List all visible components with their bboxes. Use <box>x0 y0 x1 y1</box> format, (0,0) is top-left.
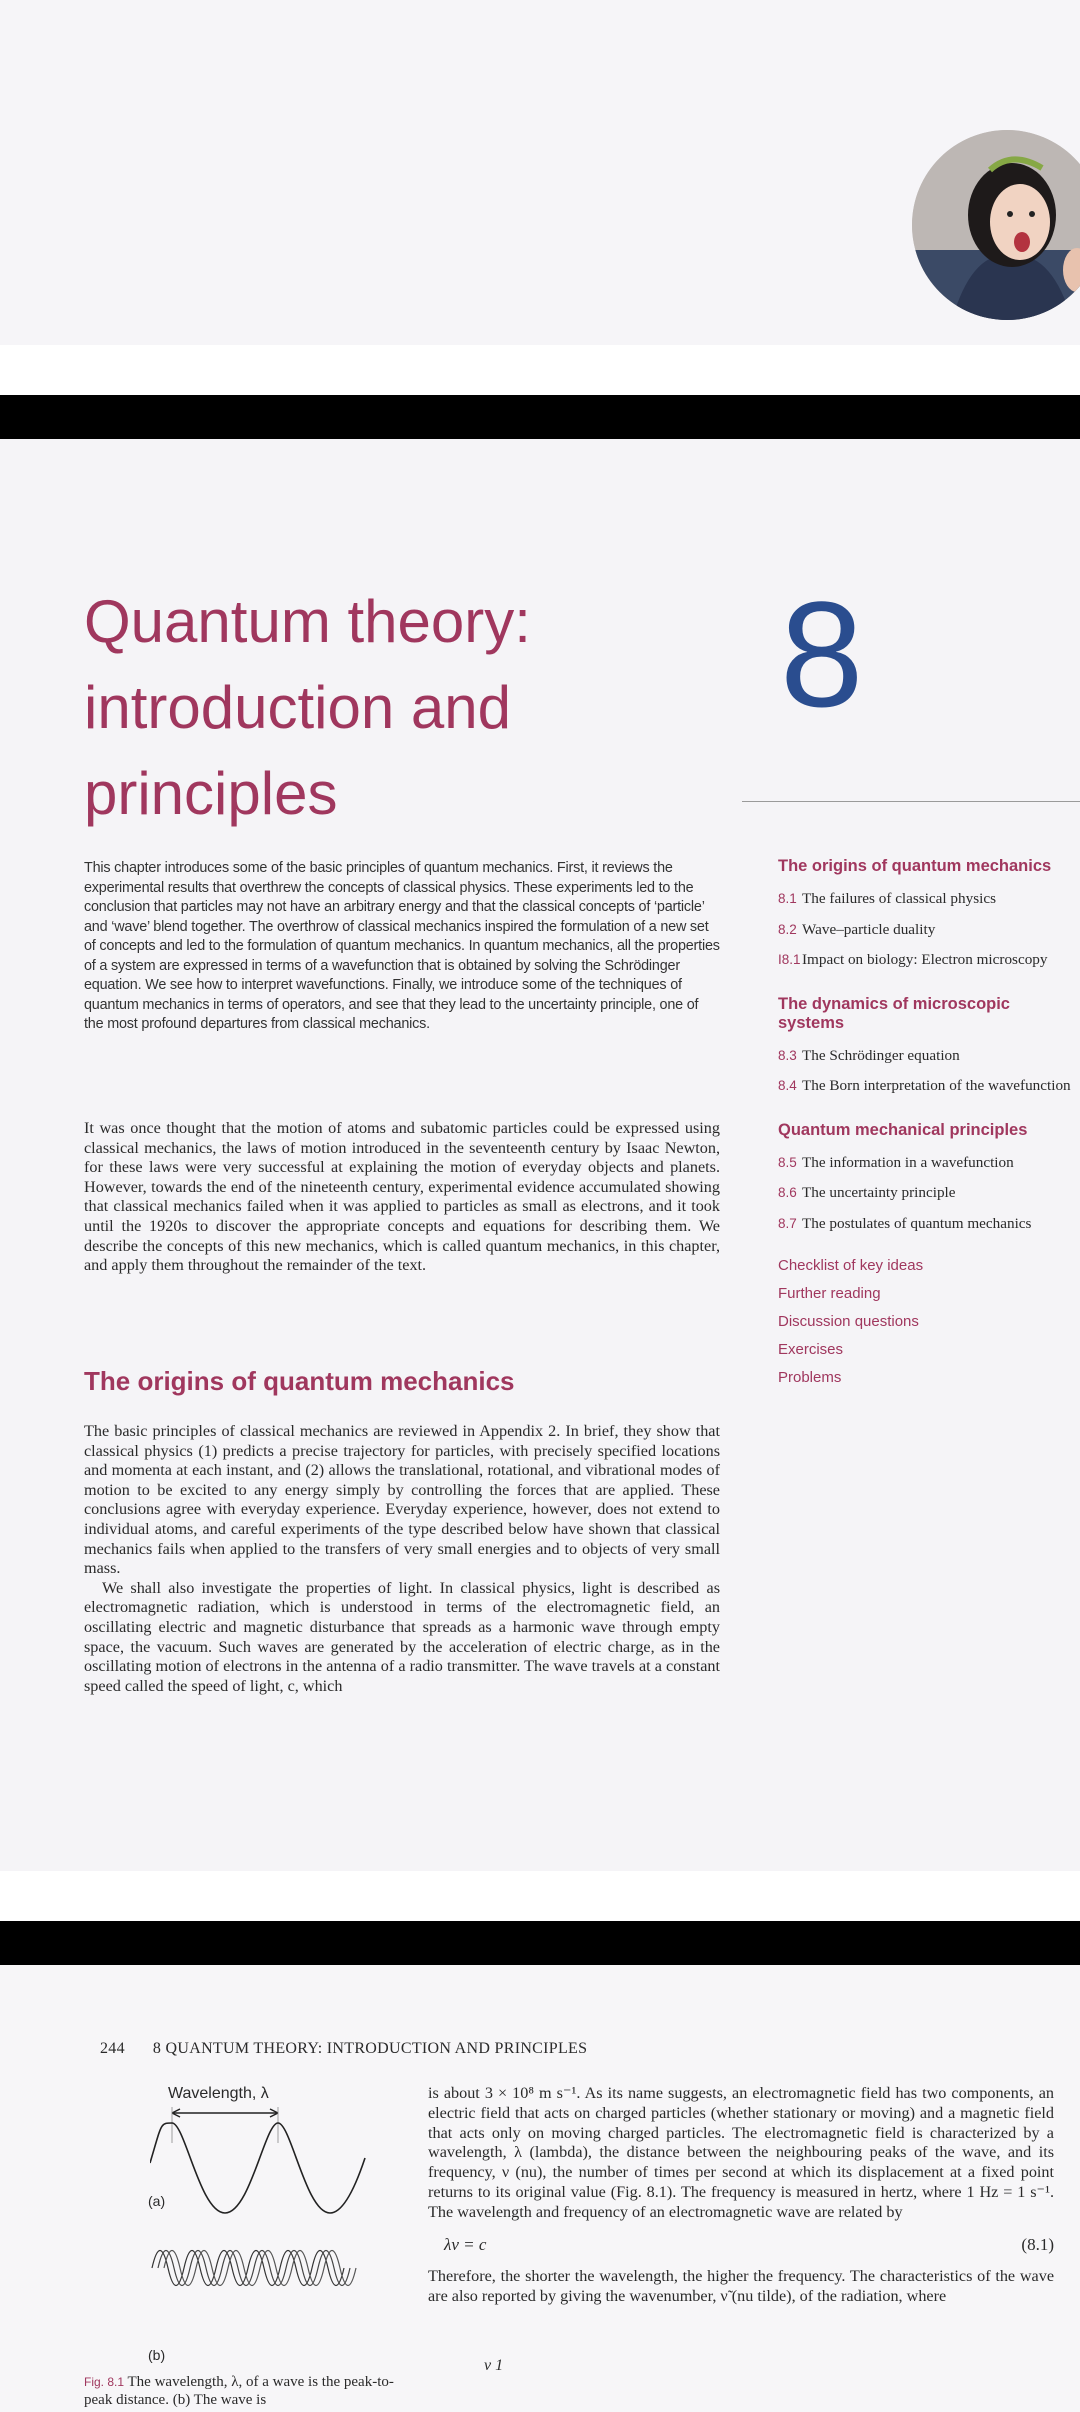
page-divider-bar <box>0 1921 1080 1965</box>
figure-caption <box>84 2373 404 2409</box>
toc-item-number: 8.1 <box>778 891 797 906</box>
partial-equation: ν 1 <box>484 2357 504 2374</box>
toc-extra-item[interactable]: Discussion questions <box>778 1313 919 1330</box>
figure-caption-text: The wavelength, λ, of a wave is the peak-to-peak distance. (b) The wave is <box>84 2374 394 2408</box>
figure-wave-diagram <box>150 2103 370 2343</box>
toc-item-label: Impact on biology: Electron microscopy <box>802 951 1048 968</box>
divider-rule <box>742 801 1080 802</box>
equation-text: λν = c <box>444 2235 487 2254</box>
spacer <box>0 1871 1080 1921</box>
toc-item-number: 8.2 <box>778 921 797 937</box>
toc-item-number: 8.5 <box>778 1154 797 1170</box>
toc-item-label: The information in a wavefunction <box>802 1153 1014 1171</box>
figure-wavelength-label: Wavelength, λ <box>168 2085 269 2102</box>
section-body <box>84 1422 720 1696</box>
chapter-number: 8 <box>780 570 864 738</box>
toc-item[interactable] <box>778 921 1078 939</box>
toc-group-heading: Quantum mechanical principles <box>778 1120 1028 1139</box>
chapter-title-line: introduction and <box>84 674 511 741</box>
toc-group-heading: The dynamics of microscopic systems <box>778 994 1010 1032</box>
toc-item[interactable] <box>778 951 1078 969</box>
chapter-title <box>84 579 704 837</box>
body-paragraph: It was once thought that the motion of atoms and subatomic particles could be expressed using classical mechanics, the laws of motion introduced in the seventeenth century by Isaac Newton, for these laws were very successful at explaining the motion of everyday objects and planets. However, towards the end of the nineteenth century, experimental evidence accumulated showing that classical mechanics failed when it was applied to particles as small as electrons, and it took until the 1920s to discover the appropriate concepts and equations for describing them. We describe the concepts of this new mechanics, which is called quantum mechanics, in this chapter, and apply them throughout the remainder of the text. <box>84 1119 720 1275</box>
chapter-intro: This chapter introduces some of the basic principles of quantum mechanics. First, it reviews the experimental results that overthrew the concepts of classical physics. These experiments led to the conclusion that particles may not have an arbitrary energy and that the classical concepts of ‘particle’ and ‘wave’ blend together. The overthrow of classical mechanics inspired the formulation of a new set of concepts and led to the formulation of quantum mechanics. In quantum mechanics, all the properties of a system are expressed in terms of a wavefunction that is obtained by solving the Schrödinger equation. We see how to interpret wavefunctions. Finally, we introduce some of the techniques of quantum mechanics in terms of operators, and see that they lead to the uncertainty principle, one of the most profound departures from classical mechanics. <box>84 860 720 1032</box>
body-paragraph: We shall also investigate the properties of light. In classical physics, light is described as electromagnetic radiation, which is understood in terms of the electromagnetic field, an oscillating electric and magnetic disturbance that spreads as a harmonic wave through empty space, the vacuum. Such waves are generated by the acceleration of electric charge, as in the oscillating motion of electrons in the antenna of a radio transmitter. The wave travels at a constant speed called the speed of light, c, which <box>84 1578 720 1695</box>
toc-item[interactable] <box>778 1215 1078 1233</box>
toc-item[interactable] <box>778 1077 1078 1095</box>
book-page-chapter-opener <box>0 439 1080 1871</box>
toc-item-label: Wave–particle duality <box>802 920 936 938</box>
toc-extra-item[interactable]: Exercises <box>778 1341 844 1358</box>
toc-item-label: The Schrödinger equation <box>802 1046 960 1064</box>
toc-item[interactable] <box>778 1154 1078 1172</box>
book-page-244 <box>0 1965 1080 2412</box>
page-number: 244 <box>100 2040 125 2057</box>
chapter-title-line: Quantum theory: <box>84 588 531 655</box>
body-paragraph: The basic principles of classical mechanics are reviewed in Appendix 2. In brief, they show that classical physics (1) predicts a precise trajectory for particles, with precisely specified locations and momenta at each instant, and (2) allows the translational, rotational, and vibrational modes of motion to be excited to any energy simply by controlling the forces that are applied. These conclusions agree with everyday experience. Everyday experience, however, does not extend to individual atoms, and careful experiments of the type described below have shown that classical mechanics fails when applied to the transfers of very small energies and to objects of very small mass. <box>84 1422 720 1578</box>
wave-b2 <box>158 2251 350 2286</box>
toc-extra-item[interactable]: Checklist of key ideas <box>778 1257 924 1274</box>
toc-item-label: The uncertainty principle <box>802 1184 956 1201</box>
section-heading: The origins of quantum mechanics <box>84 1366 515 1396</box>
equation-number: (8.1) <box>1021 2235 1054 2254</box>
toc-item-number: I8.1 <box>778 952 801 967</box>
toc-item-number: 8.7 <box>778 1215 797 1231</box>
toc-extra-item[interactable]: Further reading <box>778 1285 881 1302</box>
body-paragraph: Therefore, the shorter the wavelength, the higher the frequency. The characteristics of the wave are also reported by giving the wavenumber, ν̃ (nu tilde), of the radiation, where <box>428 2267 1054 2305</box>
chapter-title-line: principles <box>84 760 338 827</box>
video-overlay-area <box>0 0 1080 345</box>
toc-item[interactable] <box>778 1047 1078 1065</box>
toc-extra-item[interactable]: Problems <box>778 1369 842 1386</box>
running-head <box>100 2040 587 2058</box>
toc-item-number: 8.6 <box>778 1185 797 1200</box>
toc-item-label: The failures of classical physics <box>802 890 996 907</box>
toc-item-label: The Born interpretation of the wavefunction <box>802 1077 1071 1094</box>
toc-item-number: 8.4 <box>778 1078 797 1093</box>
toc-group-heading: The origins of quantum mechanics <box>778 857 1052 875</box>
running-head-title: 8 QUANTUM THEORY: INTRODUCTION AND PRINCIPLES <box>152 2040 588 2057</box>
page-divider-bar <box>0 395 1080 439</box>
figure-number: Fig. 8.1 <box>84 2375 125 2389</box>
body-paragraph: is about 3 × 10⁸ m s⁻¹. As its name suggests, an electromagnetic field has two components, an electric field that acts on charged particles (whether stationary or moving) and a magnetic field that acts only on moving charged particles. The electromagnetic field is characterized by a wavelength, λ (lambda), the distance between the neighbouring peaks of the wave, and its frequency, ν (nu), the number of times per second at which its displacement at a fixed point returns to its original value (Fig. 8.1). The frequency is measured in hertz, where 1 Hz = 1 s⁻¹. The wavelength and frequency of an electromagnetic wave are related by <box>428 2084 1054 2221</box>
toc-item[interactable] <box>778 1184 1078 1202</box>
chapter-contents <box>778 857 1078 1392</box>
wave-a <box>150 2123 365 2213</box>
figure-panel-b-label: (b) <box>148 2347 166 2363</box>
figure-panel-a-label: (a) <box>148 2193 166 2209</box>
toc-item[interactable] <box>778 890 1078 908</box>
spacer <box>0 345 1080 395</box>
toc-item-label: The postulates of quantum mechanics <box>802 1214 1032 1232</box>
equation <box>444 2235 1054 2255</box>
toc-item-number: 8.3 <box>778 1047 797 1063</box>
